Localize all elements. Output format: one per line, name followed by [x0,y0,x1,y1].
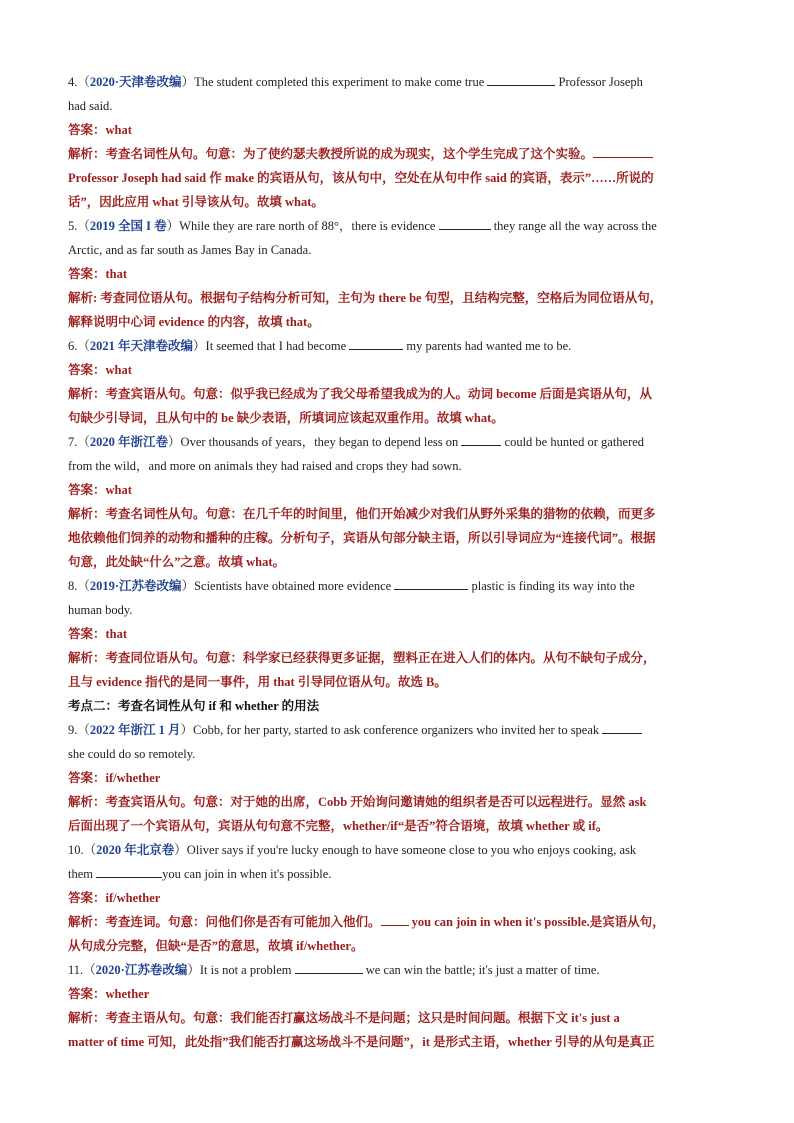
question-text: The student completed this experiment to make come true [194,75,485,89]
explanation-line [68,142,728,166]
explanation-line: 解释说明中心词 evidence 的内容，故填 that。 [68,315,320,329]
answer-line: 答案：what [68,363,132,377]
paren-close: ） [180,723,194,737]
question-source: 2020 年北京卷 [96,843,175,857]
question-text: It is not a problem [199,963,292,977]
question-6 [68,334,728,358]
question-text: they range all the way across the [493,219,657,233]
paren-close: ） [174,843,187,857]
explanation-text: you can join in when it's possible.是宾语从句， [411,915,665,929]
question-7 [68,430,728,454]
question-text: could be hunted or gathered [504,435,645,449]
explanation-line: 解析：考查宾语从句。句意：似乎我已经成为了我父母希望我成为的人。动词 become 后面是宾语从句，从 [68,387,653,401]
answer-line: 答案：that [68,627,128,641]
question-text: Oliver says if you're lucky enough to have someone close to you who enjoys cooking, ask [186,843,637,857]
question-text: you can join in when it's possible. [162,867,332,881]
question-text: Over thousands of years，they began to depend less on [180,435,459,449]
explanation-line: 话”，因此应用 what 引导该从句。故填 what。 [68,195,324,209]
question-text: from the wild，and more on animals they had raised and crops they had sown. [68,459,462,473]
answer-blank [439,215,491,230]
explanation-line: 从句成分完整，但缺“是否”的意思，故填 if/whether。 [68,939,364,953]
answer-blank [295,959,363,974]
answer-blank [394,575,468,590]
question-number: 10.（ [68,843,97,857]
question-source: 2020·天津卷改编 [89,75,182,89]
paren-close: ） [181,579,195,593]
paren-close: ） [181,75,195,89]
document-page [68,70,728,1054]
explanation-line: Professor Joseph had said 作 make 的宾语从句，该从句中，空处在从句中作 said 的宾语，表示”……所说的 [68,171,654,185]
question-source: 2019 全国 I 卷 [89,219,167,233]
section-heading: 考点二：考查名词性从句 if 和 whether 的用法 [68,699,320,713]
question-4 [68,70,728,94]
paren-close: ） [187,963,200,977]
answer-blank [461,431,501,446]
explanation-line: 解析：考查宾语从句。句意：对于她的出席，Cobb 开始询问邀请她的组织者是否可以远程进行。显然 ask [68,795,647,809]
question-text: human body. [68,603,133,617]
question-text: It seemed that I had become [205,339,347,353]
explanation-line: 且与 evidence 指代的是同一事件，用 that 引导同位语从句。故选 B。 [68,675,447,689]
question-source: 2022 年浙江 1 月 [89,723,181,737]
question-11 [68,958,728,982]
question-8 [68,574,728,598]
explanation-line: 句缺少引导词，且从句中的 be 缺少表语，所填词应该起双重作用。故填 what。 [68,411,504,425]
paren-close: ） [168,435,181,449]
question-number: 4.（ [68,75,90,89]
answer-line: 答案：that [68,267,128,281]
answer-line: 答案：what [68,123,132,137]
explanation-line [68,910,728,934]
question-text: my parents had wanted me to be. [406,339,572,353]
question-text: While they are rare north of 88°，there is evidence [179,219,436,233]
question-number: 9.（ [68,723,90,737]
question-10 [68,838,728,862]
question-text: Scientists have obtained more evidence [194,579,392,593]
question-text: she could do so remotely. [68,747,196,761]
explanation-line: 解析：考查同位语从句。句意：科学家已经获得更多证据，塑料正在进入人们的体内。从句不缺句子成分， [68,651,656,665]
question-text: we can win the battle; it's just a matter of time. [365,963,600,977]
explanation-text: 解析：考查连词。句意：问他们你是否有可能加入他们。 [68,915,381,929]
question-text: had said. [68,99,113,113]
answer-blank [96,863,162,878]
question-source: 2020·江苏卷改编 [95,963,188,977]
question-source: 2021 年天津卷改编 [89,339,194,353]
explanation-line: 后面出现了一个宾语从句，宾语从句句意不完整，whether/if“是否”符合语境，故填 whether 或 if。 [68,819,609,833]
question-number: 8.（ [68,579,90,593]
question-number: 6.（ [68,339,90,353]
question-number: 5.（ [68,219,90,233]
paren-close: ） [193,339,206,353]
explanation-line: 解析：考查名词性从句。句意：在几千年的时间里，他们开始减少对我们从野外采集的猎物的依赖，而更多 [68,507,656,521]
answer-line: 答案：if/whether [68,891,161,905]
explanation-line: 解析: 考查同位语从句。根据句子结构分析可知，主句为 there be 句型，且结构完整，空格后为同位语从句， [68,291,663,305]
answer-blank [487,71,555,86]
question-text: them [68,867,93,881]
explanation-blank [381,911,409,926]
question-number: 7.（ [68,435,90,449]
explanation-text: 解析：考查名词性从句。句意：为了使约瑟夫教授所说的成为现实，这个学生完成了这个实验。 [68,147,594,161]
answer-line: 答案：if/whether [68,771,161,785]
question-text: plastic is finding its way into the [471,579,635,593]
answer-line: 答案：whether [68,987,150,1001]
explanation-blank [593,143,653,158]
question-text [68,862,728,886]
question-9 [68,718,728,742]
paren-close: ） [166,219,180,233]
answer-blank [349,335,403,350]
question-text: Arctic, and as far south as James Bay in Canada. [68,243,312,257]
explanation-line: matter of time 可知，此处指”我们能否打赢这场战斗不是问题”，it 是形式主语，whether 引导的从句是真正 [68,1035,655,1049]
question-source: 2019·江苏卷改编 [89,579,182,593]
explanation-line: 句意，此处缺“什么”之意。故填 what。 [68,555,286,569]
question-5 [68,214,728,238]
answer-line: 答案：what [68,483,132,497]
question-text: Professor Joseph [558,75,643,89]
explanation-line: 解析：考查主语从句。句意：我们能否打赢这场战斗不是问题；这只是时间问题。根据下文 it's just a [68,1011,620,1025]
answer-blank [602,719,642,734]
question-source: 2020 年浙江卷 [89,435,169,449]
explanation-line: 地依赖他们饲养的动物和播种的庄稼。分析句子，宾语从句部分缺主语，所以引导词应为“连接代词”。根据 [68,531,656,545]
question-text: Cobb, for her party, started to ask conference organizers who invited her to speak [193,723,600,737]
question-number: 11.（ [68,963,96,977]
